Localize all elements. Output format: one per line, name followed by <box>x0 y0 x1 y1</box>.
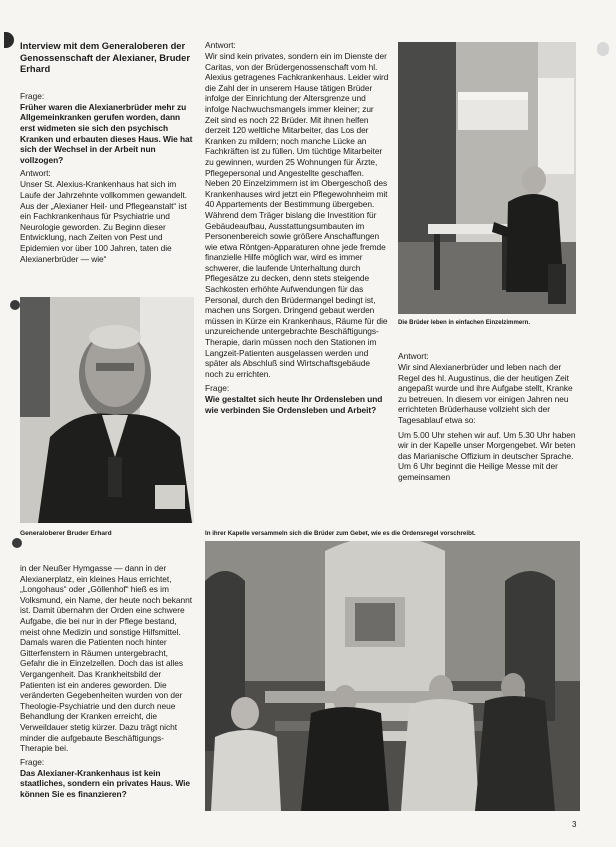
answer-label-3: Antwort: <box>398 351 429 361</box>
question-label-2: Frage: <box>205 383 230 394</box>
question-label-1: Frage: <box>20 90 45 101</box>
interview-column-4 <box>20 563 195 799</box>
interview-column-1 <box>20 40 193 264</box>
answer-label-2: Antwort: <box>205 40 236 50</box>
interview-headline: Interview mit dem Generaloberen der Genossenschaft der Alexianer, Bruder Erhard <box>20 40 191 75</box>
question-label-3: Frage: <box>20 756 45 767</box>
binder-hole-low <box>12 538 22 548</box>
room-photo <box>398 42 576 314</box>
chapel-photo <box>205 541 580 811</box>
answer-1-continued: in der Neußer Hymgasse — dann in der Alexianerplatz, ein kleines Haus errichtet, „Longohaus“ oder „Göllenhof“ hieß es im Volksmund, ein Name, der heute noch bekannt ist. Damit übernahm der Orden eine schwere Aufgabe, die bei nur in der Pflege bestand, meist ohne Medizin und sonstige Hilfsmittel. Damals waren die Patienten noch hinter Gitterfenstern in Räumen untergebracht, Gefahr die in Einzelzellen. Doch das ist alles Vergangenheit. Das Krankheitsbild der Patienten ist ein anderes geworden. Die veränderten Gegebenheiten wurden von der Theologie-Psychiatrie und den durch neue Behandlung der Kranken erreicht, die Verweildauer stetig kürzer. Dazu trägt nicht minder die aufgebaute Beschäftigungs-Therapie bei. <box>20 563 192 754</box>
question-1-text: Früher waren die Alexianerbrüder mehr zu Allgemeinkranken gerufen worden, dann erst widmeten sie sich den psychisch Kranken und erbauten dieses Haus. Wie hat sich der Wechsel in der Arbeit nun vollzogen? <box>20 101 193 165</box>
binder-hole-mid <box>10 300 20 310</box>
portrait-caption: Generaloberer Bruder Erhard <box>20 530 112 537</box>
interview-column-3 <box>398 351 580 483</box>
binder-hole-top <box>4 32 14 48</box>
answer-label-1: Antwort: <box>20 168 51 179</box>
interview-column-2 <box>205 40 389 416</box>
answer-1-text: Unser St. Alexius-Krankenhaus hat sich im Laufe der Jahrzehnte vollkommen gewandelt. Aus der „Alexianer Heil- und Pflegeanstalt“ ist ein Fachkrankenhaus für Psychiatrie und Neurologie geworden. Zu Beginn dieser Entwicklung, nach Zeiten von Pest und Epidemien vor über 100 Jahren, taten die Alexianerbrüder — wie“ <box>20 179 187 264</box>
answer-3-text: Wir sind Alexianerbrüder und leben nach der Regel des hl. Augustinus, die der heutigen Zeit angepaßt wurde und ihre Aufgabe stellt, Kranke zu betreuen. In diesem vor einigen Jahren neu errichteten Brüderhause vollzieht sich der Tagesablauf etwa so: <box>398 362 573 425</box>
page-number: 3 <box>572 820 577 829</box>
question-2-text: Wie gestaltet sich heute Ihr Ordensleben und wie verbinden Sie Ordensleben und Arbeit? <box>205 394 383 415</box>
chapel-caption: In ihrer Kapelle versammeln sich die Brüder zum Gebet, wie es die Ordensregel vorschreibt. <box>205 530 476 537</box>
room-caption: Die Brüder leben in einfachen Einzelzimmern. <box>398 319 531 326</box>
question-3-text: Das Alexianer-Krankenhaus ist kein staatliches, sondern ein privates Haus. Wie können Sie es finanzieren? <box>20 767 190 799</box>
answer-2-text: Wir sind kein privates, sondern ein im Dienste der Caritas, von der Brüdergenossenschaft vom hl. Alexius getragenes Fachkrankenhaus. Leider wird die Zahl der in unserem Hause tätigen Brüder infolge der Einrichtung der Altersgrenze und infolge Nachwuchsmangels immer kleiner; zur Zeit sind es noch 22 Brüder. Mit ihnen helfen derzeit 120 weltliche Mitarbeiter, das Los der Kranken zu mildern; noch manche Lücke an Fachkräften ist zu füllen. Um tüchtige Mitarbeiter zu gewinnen, wurden 25 Wohnungen für Ärzte, Pflegepersonal und Angestellte geschaffen. Neben 20 Einzelzimmern ist im Obergeschoß des Krankenhauses wird jetzt ein Pflegewohnheim mit 40 Appartements der Bestimmung übergeben. Während dem Träger bislang die Investition für Gebäudeaufbau, Ausstattungsumbauten im Personenbereich sowie größere Anschaffungen wie etwa Röntgen-Apparaturen ohne jede fremde finanzielle Hilfe möglich war, wird es immer schwerer, die laufende Unterhaltung durch Pflegesätze zu decken, denn stets steigende Sachkosten erhöhte Aufwendungen für das Personal, durch den Brüdermangel bedingt ist, machen uns Sorgen. Dringend gebaut werden müssen in Kürze ein Krankenhaus, Räume für die unzureichende untergebrachte Beschäftigungs-Therapie, darin müssen noch den Stationen im Langzeit-Patienten ausgelassen werden und später als Abschluß sind Wirtschaftsgebäude noch zu errichten. <box>205 51 389 379</box>
portrait-photo <box>20 297 194 523</box>
answer-3-schedule: Um 5.00 Uhr stehen wir auf. Um 5.30 Uhr haben wir in der Kapelle unser Morgengebet. Wir beten das Marianische Offizium in deutscher Sprache. Um 6 Uhr beginnt die Heilige Messe mit der gemeinsamen <box>398 429 576 482</box>
corner-mark <box>597 42 609 56</box>
